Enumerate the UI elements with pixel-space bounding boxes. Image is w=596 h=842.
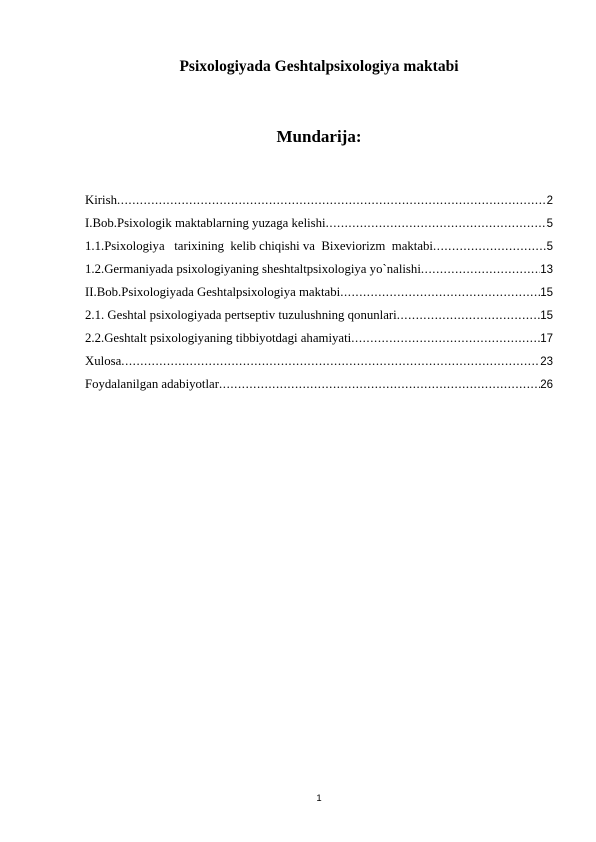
toc-entry-kirish[interactable] <box>85 193 553 216</box>
toc-leader-dots <box>397 308 541 323</box>
toc-entry-section-1-1[interactable] <box>85 239 553 262</box>
toc-entry-chapter-1[interactable] <box>85 216 553 239</box>
toc-entry-text: Xulosa <box>85 354 122 368</box>
toc-leader-dots <box>351 331 540 346</box>
toc-entry-page: 26 <box>540 379 553 391</box>
toc-entry-text: Foydalanilgan adabiyotlar <box>85 377 219 391</box>
toc-leader-dots <box>121 354 540 369</box>
table-of-contents <box>85 193 553 400</box>
toc-entry-page: 5 <box>546 218 553 230</box>
toc-leader-dots <box>340 285 540 300</box>
toc-entry-text: II.Bob.Psixologiyada Geshtalpsixologiya maktabi <box>85 285 341 299</box>
toc-entry-section-2-2[interactable] <box>85 331 553 354</box>
toc-entry-page: 5 <box>546 241 553 253</box>
toc-entry-text: I.Bob.Psixologik maktablarning yuzaga kelishi <box>85 216 326 230</box>
toc-entry-page: 17 <box>540 333 553 345</box>
toc-entry-chapter-2[interactable] <box>85 285 553 308</box>
toc-entry-text: 1.2.Germaniyada psixologiyaning sheshtaltpsixologiya yo`nalishi <box>85 262 421 276</box>
toc-leader-dots <box>326 216 547 231</box>
toc-entry-text: 2.1. Geshtal psixologiyada pertseptiv tuzulushning qonunlari <box>85 308 397 322</box>
toc-entry-page: 15 <box>540 310 553 322</box>
toc-entry-page: 2 <box>546 195 553 207</box>
toc-entry-section-1-2[interactable] <box>85 262 553 285</box>
toc-heading: Mundarija: <box>276 127 362 146</box>
toc-leader-dots <box>421 262 540 277</box>
toc-entry-text: 2.2.Geshtalt psixologiyaning tibbiyotdagi ahamiyati <box>85 331 352 345</box>
toc-entry-xulosa[interactable] <box>85 354 553 377</box>
toc-entry-page: 13 <box>540 264 553 276</box>
toc-entry-bibliography[interactable] <box>85 377 553 400</box>
page-number: 1 <box>316 793 322 804</box>
toc-entry-page: 23 <box>540 356 553 368</box>
toc-leader-dots <box>117 193 547 208</box>
toc-entry-page: 15 <box>540 287 553 299</box>
toc-entry-section-2-1[interactable] <box>85 308 553 331</box>
toc-leader-dots <box>219 377 540 392</box>
toc-leader-dots <box>433 239 547 254</box>
toc-entry-text: 1.1.Psixologiya tarixining kelib chiqishi va Bixeviorizm maktabi <box>85 239 433 253</box>
document-title: Psixologiyada Geshtalpsixologiya maktabi <box>179 58 459 75</box>
toc-entry-text: Kirish <box>85 193 117 207</box>
